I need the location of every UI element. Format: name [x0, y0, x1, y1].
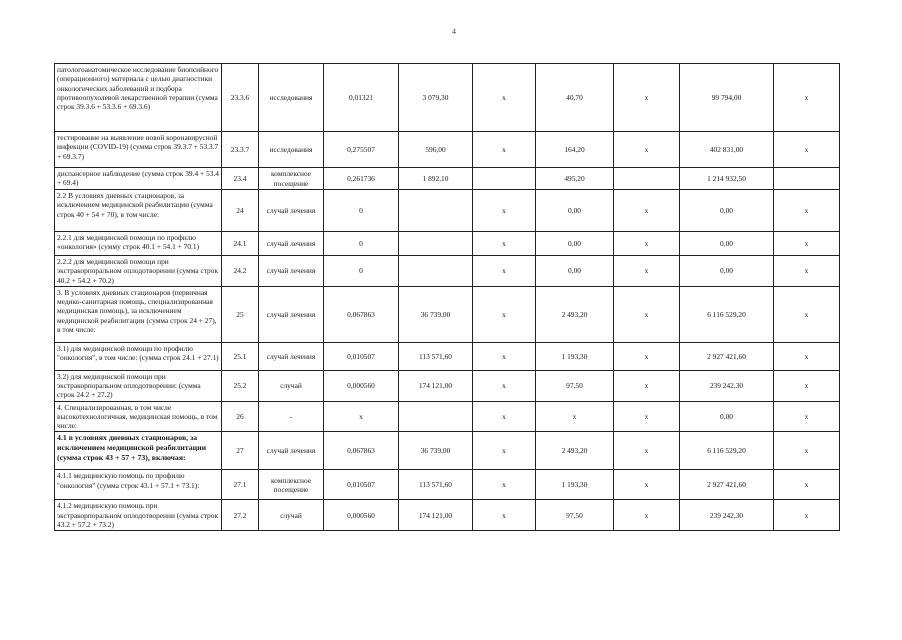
cell-c6: x [473, 342, 536, 370]
cell-c7: 97,50 [536, 370, 614, 401]
cell-code: 23.4 [222, 168, 259, 190]
cell-unit: случай лечения [259, 432, 324, 470]
cell-c10: x [774, 370, 840, 401]
cell-unit: - [259, 401, 324, 432]
cell-unit: случай лечения [259, 232, 324, 256]
cell-unit: случай лечения [259, 342, 324, 370]
row-name-cell: 3.1) для медицинской помощи по профилю "онкология", в том числе: (сумма строк 24.1 + 27.1) [55, 342, 222, 370]
cell-c6: x [473, 500, 536, 531]
cell-c8: x [614, 132, 680, 168]
cell-c9: 239 242,30 [680, 500, 774, 531]
cell-c9: 239 242,30 [680, 370, 774, 401]
cell-c7: 1 193,30 [536, 342, 614, 370]
cell-c5: 36 739,00 [399, 286, 473, 342]
row-name-cell: 2.2.1 для медицинской помощи по профилю «онкология» (сумму строк 40.1 + 54.1 + 70.1) [55, 232, 222, 256]
cell-code: 27 [222, 432, 259, 470]
cell-c5: 174 121,00 [399, 370, 473, 401]
cell-c7: x [536, 401, 614, 432]
cell-c5 [399, 256, 473, 287]
cell-c7: 0,00 [536, 256, 614, 287]
table-row [55, 190, 840, 232]
cell-c6: x [473, 432, 536, 470]
cell-c9: 0,00 [680, 190, 774, 232]
cell-c5: 113 571,60 [399, 342, 473, 370]
cell-c6: x [473, 470, 536, 500]
cell-c8: x [614, 64, 680, 132]
cell-c7: 40,70 [536, 64, 614, 132]
row-name-cell: 4.1.1 медицинскую помощь по профилю "онкология" (сумма строк 43.1 + 57.1 + 73.1): [55, 470, 222, 500]
cell-c7: 97,50 [536, 500, 614, 531]
cell-c9: 0,00 [680, 232, 774, 256]
table-row [55, 500, 840, 531]
cell-c8: x [614, 256, 680, 287]
cell-c6 [473, 168, 536, 190]
cell-c5 [399, 190, 473, 232]
cell-c7: 495,20 [536, 168, 614, 190]
table-body [55, 64, 840, 531]
cell-c8: x [614, 470, 680, 500]
cell-c10 [774, 168, 840, 190]
cell-c7: 2 493,20 [536, 432, 614, 470]
table-row [55, 342, 840, 370]
table-row [55, 286, 840, 342]
cell-c7: 1 193,30 [536, 470, 614, 500]
cell-c5: 36 739,00 [399, 432, 473, 470]
cell-unit: комплексное посещение [259, 470, 324, 500]
cell-c5: 596,00 [399, 132, 473, 168]
cell-c8: x [614, 286, 680, 342]
cell-c9: 402 831,00 [680, 132, 774, 168]
cell-c8: x [614, 432, 680, 470]
cell-code: 23.3.7 [222, 132, 259, 168]
cell-c4: 0,000560 [324, 500, 399, 531]
cell-c4: 0 [324, 232, 399, 256]
cell-unit: комплексное посещение [259, 168, 324, 190]
cell-c7: 0,00 [536, 232, 614, 256]
cell-c10: x [774, 500, 840, 531]
tariff-table [54, 63, 840, 531]
cell-c9: 99 794,00 [680, 64, 774, 132]
cell-c8: x [614, 342, 680, 370]
cell-c10: x [774, 401, 840, 432]
cell-c5: 174 121,00 [399, 500, 473, 531]
cell-c9: 1 214 932,50 [680, 168, 774, 190]
cell-code: 26 [222, 401, 259, 432]
row-name-cell: тестирование на выявление новой коронавирусной инфекции (COVID-19) (сумма строк 39.3.7 + 53.3.7 + 69.3.7) [55, 132, 222, 168]
cell-c6: x [473, 64, 536, 132]
cell-c4: 0,010507 [324, 470, 399, 500]
cell-c8 [614, 168, 680, 190]
cell-code: 27.2 [222, 500, 259, 531]
cell-code: 24.1 [222, 232, 259, 256]
cell-c9: 2 927 421,60 [680, 342, 774, 370]
cell-c6: x [473, 256, 536, 287]
cell-c4: x [324, 401, 399, 432]
cell-c10: x [774, 432, 840, 470]
cell-c4: 0,000560 [324, 370, 399, 401]
row-name-cell: 4. Специализированная, в том числе высокотехнологичная, медицинская помощь, в том числе: [55, 401, 222, 432]
cell-c10: x [774, 470, 840, 500]
cell-c10: x [774, 342, 840, 370]
cell-unit: случай [259, 370, 324, 401]
cell-c9: 2 927 421,60 [680, 470, 774, 500]
cell-c10: x [774, 232, 840, 256]
cell-c4: 0,01321 [324, 64, 399, 132]
cell-unit: случай лечения [259, 286, 324, 342]
cell-c6: x [473, 132, 536, 168]
cell-c9: 6 116 529,20 [680, 286, 774, 342]
cell-c10: x [774, 286, 840, 342]
cell-c5 [399, 232, 473, 256]
table-row [55, 132, 840, 168]
cell-c4: 0,067863 [324, 432, 399, 470]
cell-c9: 0,00 [680, 401, 774, 432]
cell-c4: 0,067863 [324, 286, 399, 342]
cell-code: 25 [222, 286, 259, 342]
cell-c5: 113 571,60 [399, 470, 473, 500]
table-row [55, 256, 840, 287]
cell-unit: случай лечения [259, 256, 324, 287]
cell-c10: x [774, 64, 840, 132]
cell-code: 25.2 [222, 370, 259, 401]
row-name-cell: 4.1.2 медицинскую помощь при экстракорпоральном оплодотворении (сумма строк 43.2 + 57.2 + 73.2) [55, 500, 222, 531]
cell-c4: 0 [324, 190, 399, 232]
cell-c4: 0,261736 [324, 168, 399, 190]
cell-c7: 164,20 [536, 132, 614, 168]
row-name-cell: патологоанатомическое исследование биопсийного (операционного) материала с целью диагностики онкологических заболеваний и подбора противоопухолевой лекарственной терапии (сумма строк 39.3.6 + 53.3.6 + 69.3.6) [55, 64, 222, 132]
cell-c9: 6 116 529,20 [680, 432, 774, 470]
cell-c10: x [774, 256, 840, 287]
cell-c6: x [473, 401, 536, 432]
cell-unit: исследования [259, 64, 324, 132]
page-number: 4 [452, 27, 456, 36]
cell-c7: 2 493,20 [536, 286, 614, 342]
table-row [55, 232, 840, 256]
table-row [55, 370, 840, 401]
cell-code: 27.1 [222, 470, 259, 500]
cell-code: 24.2 [222, 256, 259, 287]
cell-c10: x [774, 190, 840, 232]
cell-code: 23.3.6 [222, 64, 259, 132]
row-name-cell: 3. В условиях дневных стационаров (первичная медико-санитарная помощь, специализированная медицинская помощь), за исключением медицинской реабилитации (сумма строк 24 + 27), в том числе: [55, 286, 222, 342]
cell-c7: 0,00 [536, 190, 614, 232]
row-name-cell: 2.2 В условиях дневных стационаров, за исключением медицинской реабилитации (сумма строк 40 + 54 + 70), в том числе: [55, 190, 222, 232]
table-row [55, 470, 840, 500]
cell-unit: случай лечения [259, 190, 324, 232]
cell-c9: 0,00 [680, 256, 774, 287]
cell-c6: x [473, 370, 536, 401]
table-row [55, 401, 840, 432]
cell-c8: x [614, 401, 680, 432]
cell-c5 [399, 401, 473, 432]
cell-c5: 3 079,30 [399, 64, 473, 132]
row-name-cell: диспансерное наблюдение (сумма строк 39.4 + 53.4 + 69.4) [55, 168, 222, 190]
cell-c4: 0 [324, 256, 399, 287]
cell-c8: x [614, 232, 680, 256]
row-name-cell: 2.2.2 для медицинской помощи при экстракорпоральном оплодотворении (сумма строк 40.2 + 54.2 + 70.2) [55, 256, 222, 287]
cell-c8: x [614, 500, 680, 531]
cell-c5: 1 892,10 [399, 168, 473, 190]
cell-c10: x [774, 132, 840, 168]
table-row [55, 432, 840, 470]
cell-c6: x [473, 286, 536, 342]
cell-code: 25.1 [222, 342, 259, 370]
cell-unit: исследования [259, 132, 324, 168]
cell-unit: случай [259, 500, 324, 531]
table-row [55, 168, 840, 190]
cell-c4: 0,010507 [324, 342, 399, 370]
table-row [55, 64, 840, 132]
cell-c6: x [473, 190, 536, 232]
cell-code: 24 [222, 190, 259, 232]
cell-c6: x [473, 232, 536, 256]
cell-c8: x [614, 190, 680, 232]
cell-c8: x [614, 370, 680, 401]
row-name-cell: 4.1 в условиях дневных стационаров, за исключением медицинской реабилитации (сумма строк 43 + 57 + 73), включая: [55, 432, 222, 470]
cell-c4: 0,275507 [324, 132, 399, 168]
row-name-cell: 3.2) для медицинской помощи при экстракорпоральном оплодотворении: (сумма строк 24.2 + 27.2) [55, 370, 222, 401]
